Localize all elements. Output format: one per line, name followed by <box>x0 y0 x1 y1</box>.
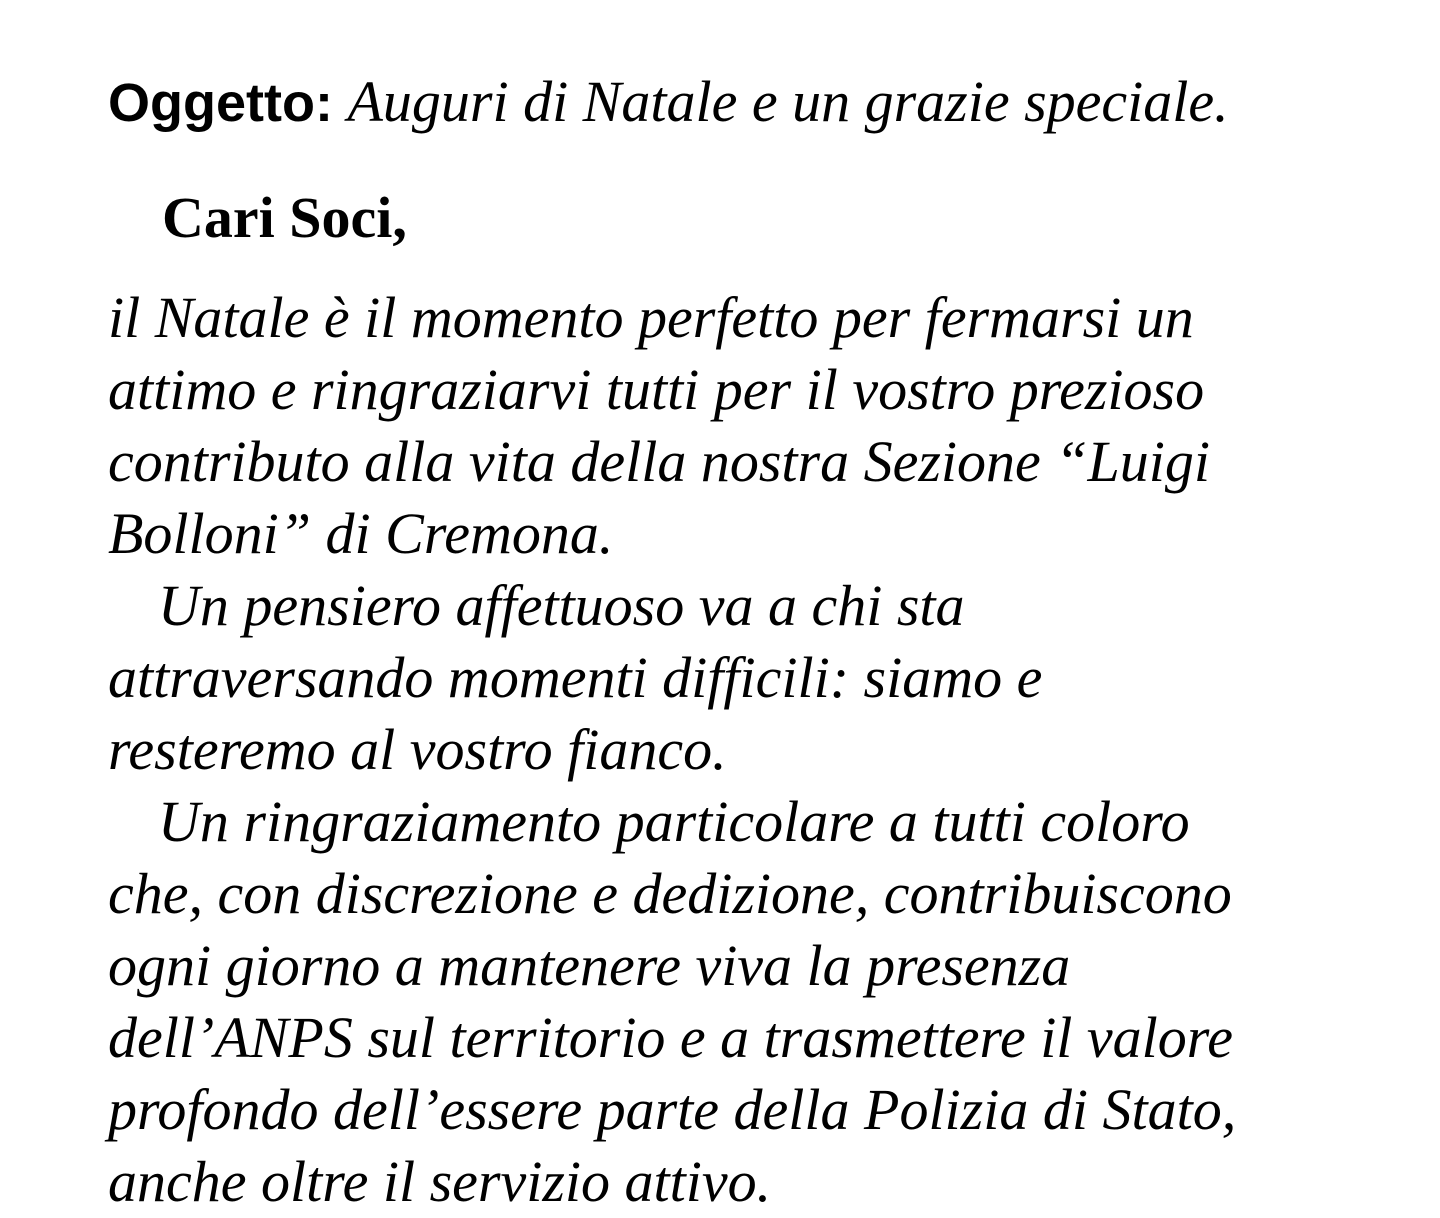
salutation: Cari Soci, <box>162 185 407 250</box>
body-line: Un ringraziamento particolare a tutti coloro <box>158 789 1190 854</box>
body-line: dell’ANPS sul territorio e a trasmettere il valore <box>108 1005 1233 1070</box>
letter-page <box>108 0 1388 1213</box>
subject-label: Oggetto: <box>108 73 333 133</box>
body-line: contributo alla vita della nostra Sezione “Luigi <box>108 429 1210 494</box>
body-line: attraversando momenti difficili: siamo e <box>108 645 1043 710</box>
body-line: resteremo al vostro fianco. <box>108 717 727 782</box>
body-line: ogni giorno a mantenere viva la presenza <box>108 933 1071 998</box>
subject-line <box>108 62 1229 143</box>
body-line: il Natale è il momento perfetto per fermarsi un <box>108 285 1194 350</box>
body-line: anche oltre il servizio attivo. <box>108 1149 772 1214</box>
body-line: che, con discrezione e dedizione, contribuiscono <box>108 861 1232 926</box>
body-line: Un pensiero affettuoso va a chi sta <box>158 573 965 638</box>
body-line: Bolloni” di Cremona. <box>108 501 614 566</box>
body-line: attimo e ringraziarvi tutti per il vostro prezioso <box>108 357 1205 422</box>
body-line: profondo dell’essere parte della Polizia di Stato, <box>108 1077 1237 1142</box>
subject-text: Auguri di Natale e un grazie speciale. <box>347 69 1229 134</box>
